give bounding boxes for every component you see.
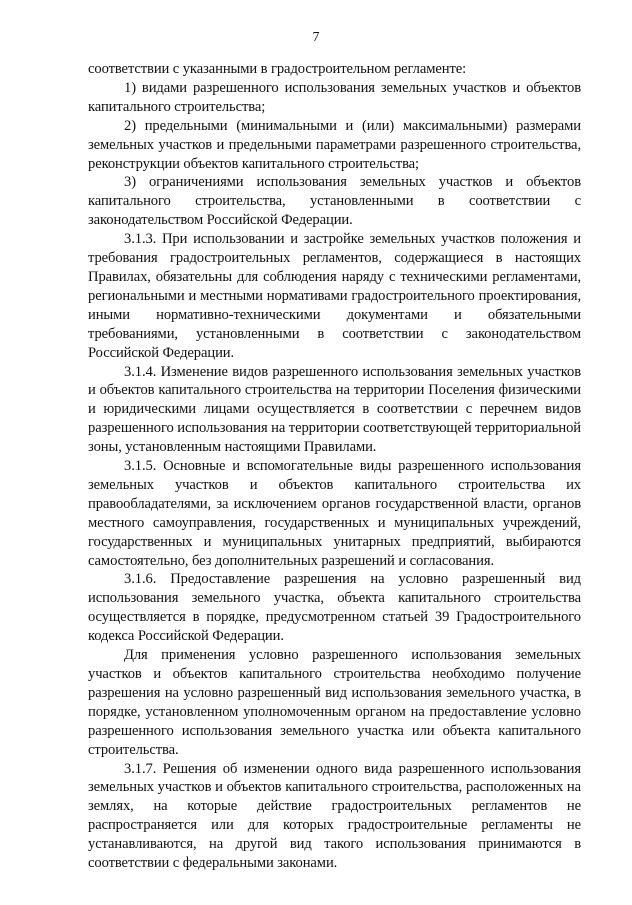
- paragraph-list-item-2: 2) предельными (минимальными и (или) максимальными) размерами земельных участков и предельными параметрами разрешенного строительства, реконструкции объектов капитального строительства;: [88, 117, 581, 172]
- page-number: 7: [312, 30, 320, 45]
- paragraph-conditional-use: Для применения условно разрешенного использования земельных участков и объектов капитального строительства необходимо получение разрешения на условно разрешенный вид использования земельного участка, в порядке, установленном уполномоченным органом на предоставление условно разрешенного использования земельного участка или объекта капитального строительства.: [88, 647, 581, 758]
- paragraph-3-1-6: 3.1.6. Предоставление разрешения на условно разрешенный вид использования земельного участка, объекта капитального строительства осуществляется в порядке, предусмотренном статьей 39 Градостроительного кодекса Российской Федерации.: [88, 571, 581, 645]
- paragraph-3-1-5: 3.1.5. Основные и вспомогательные виды разрешенного использования земельных участков и объектов капитального строительства их правообладателями, за исключением органов государственной власти, органов местного самоуправления, государственных и муниципальных учреждений, государственных и муниципальных унитарных предприятий, выбираются самостоятельно, без дополнительных разрешений и согласования.: [88, 458, 581, 569]
- document-body: [88, 60, 581, 873]
- paragraph-list-item-3: 3) ограничениями использования земельных участков и объектов капитального строительства, установленными в соответствии с законодательством Российской Федерации.: [88, 174, 581, 229]
- paragraph-3-1-3: 3.1.3. При использовании и застройке земельных участков положения и требования градостроительных регламентов, содержащиеся в настоящих Правилах, обязательны для соблюдения наряду с техническими регламентами, региональными и местными нормативами градостроительного проектирования, иными нормативно-техническими документами и обязательными требованиями, установленными в соответствии с законодательством Российской Федерации.: [88, 231, 581, 361]
- paragraph-continuation: соответствии с указанными в градостроительном регламенте:: [88, 61, 467, 77]
- paragraph-3-1-7: 3.1.7. Решения об изменении одного вида разрешенного использования земельных участков и объектов капитального строительства, расположенных на землях, на которые действие градостроительных регламентов не распространяется или для которых градостроительные регламенты не устанавливаются, на другой вид такого использования принимаются в соответствии с федеральными законами.: [88, 760, 581, 872]
- paragraph-3-1-4: 3.1.4. Изменение видов разрешенного использования земельных участков и объектов капитального строительства на территории Поселения физическими и юридическими лицами осуществляется в соответствии с перечнем видов разрешенного использования на территории соответствующей территориальной зоны, установленным настоящими Правилами.: [88, 363, 581, 456]
- paragraph-list-item-1: 1) видами разрешенного использования земельных участков и объектов капитального строительства;: [88, 79, 581, 115]
